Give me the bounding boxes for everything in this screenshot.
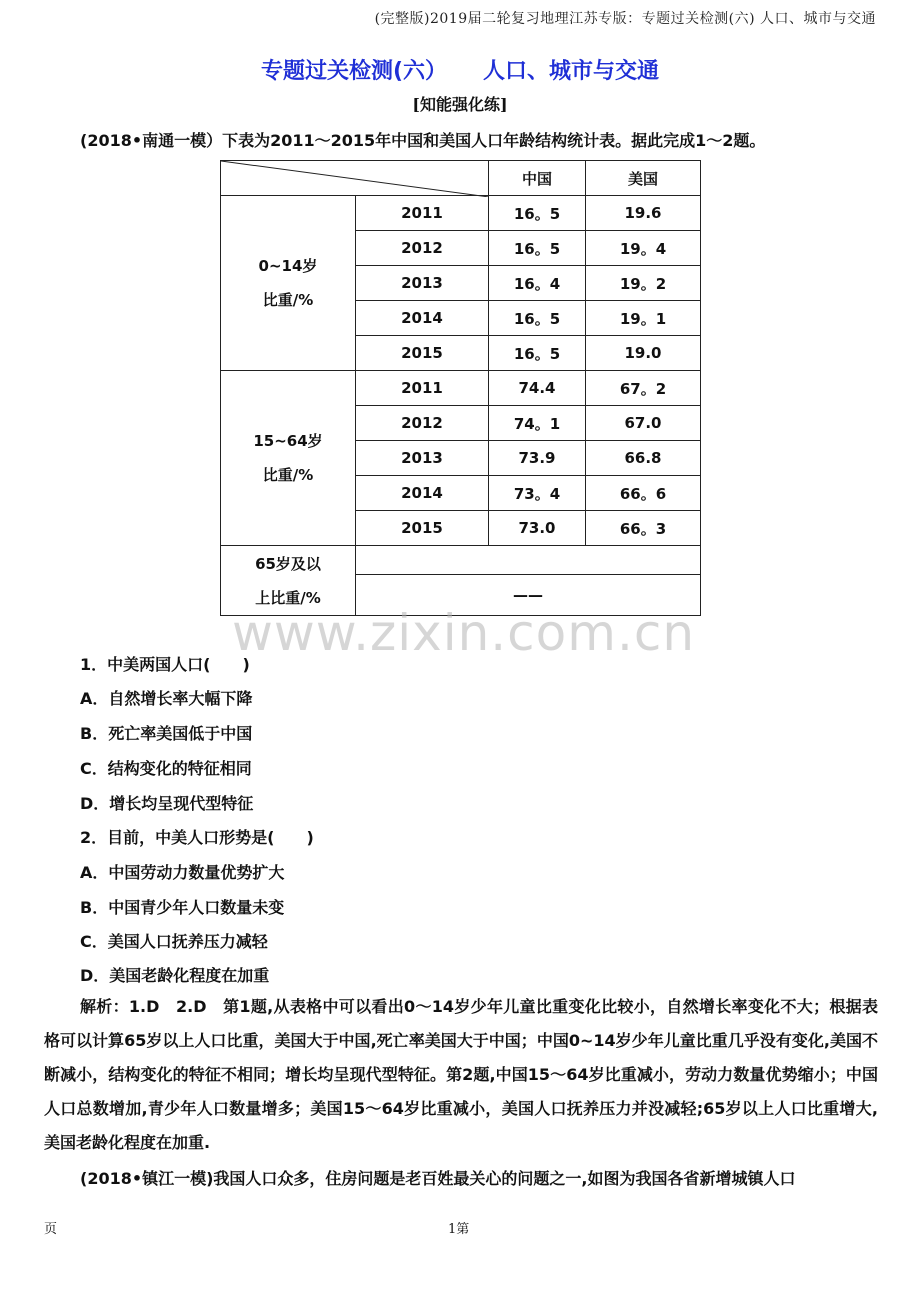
usa-cell: 19。4 bbox=[586, 231, 701, 266]
empty-cell bbox=[356, 546, 701, 575]
china-cell: 73.0 bbox=[489, 511, 586, 546]
year-cell: 2015 bbox=[356, 511, 489, 546]
option-2a: A．中国劳动力数量优势扩大 bbox=[80, 863, 285, 882]
option-2c: C．美国人口抚养压力减轻 bbox=[80, 932, 268, 951]
diagonal-line bbox=[221, 161, 489, 197]
analysis-paragraph: 解析：1.D 2.D 第1题,从表格中可以看出0～14岁少年儿童比重变化比较小，自然增长率变化不大；根据表格可以计算65岁以上人口比重，美国大于中国,死亡率美国大于中国；中国0~14岁少年儿童比重几乎没有变化,美国不断减小，结构变化的特征不相同；增长均呈现代型特征。第2题,中国15～64岁比重减小，劳动力数量优势缩小；中国人口总数增加,青少年人口数量增多；美国15～64岁比重减小，美国人口抚养压力并没减轻;65岁以上人口比重增大,美国老龄化程度在加重. bbox=[44, 997, 878, 1152]
year-cell: 2013 bbox=[356, 441, 489, 476]
footer-left: 页 bbox=[44, 1222, 58, 1237]
usa-cell: 19。1 bbox=[586, 301, 701, 336]
usa-cell: 19.0 bbox=[586, 336, 701, 371]
diagonal-header-cell bbox=[221, 161, 489, 196]
usa-cell: 19.6 bbox=[586, 196, 701, 231]
page-number: 1第 bbox=[448, 1222, 470, 1237]
option-1d: D．增长均呈现代型特征 bbox=[80, 794, 254, 813]
china-cell: 16。5 bbox=[489, 196, 586, 231]
year-cell: 2014 bbox=[356, 301, 489, 336]
table-row bbox=[221, 546, 701, 575]
col-header-china: 中国 bbox=[489, 161, 586, 196]
population-table bbox=[220, 160, 701, 616]
china-cell: 16。5 bbox=[489, 336, 586, 371]
year-cell: 2011 bbox=[356, 196, 489, 231]
option-1a: A．自然增长率大幅下降 bbox=[80, 689, 253, 708]
option-1b: B．死亡率美国低于中国 bbox=[80, 724, 253, 743]
title-part1: 专题过关检测(六） bbox=[260, 59, 448, 84]
year-cell: 2013 bbox=[356, 266, 489, 301]
china-cell: 16。5 bbox=[489, 231, 586, 266]
china-cell: 73。4 bbox=[489, 476, 586, 511]
page-subtitle: [知能强化练] bbox=[412, 95, 508, 114]
year-cell: 2011 bbox=[356, 371, 489, 406]
title-part2: 人口、城市与交通 bbox=[483, 59, 660, 84]
usa-cell: 67。2 bbox=[586, 371, 701, 406]
table-header-row bbox=[221, 161, 701, 196]
china-cell: 73.9 bbox=[489, 441, 586, 476]
usa-cell: 66。3 bbox=[586, 511, 701, 546]
china-cell: 74。1 bbox=[489, 406, 586, 441]
question-1: 1．中美两国人口( ) bbox=[80, 655, 250, 674]
question-2: 2．目前，中美人口形势是( ) bbox=[80, 828, 314, 847]
table-row bbox=[221, 196, 701, 231]
document-header: (完整版)2019届二轮复习地理江苏专版：专题过关检测(六) 人口、城市与交通 bbox=[374, 11, 876, 27]
year-cell: 2015 bbox=[356, 336, 489, 371]
usa-cell: 66.8 bbox=[586, 441, 701, 476]
col-header-usa: 美国 bbox=[586, 161, 701, 196]
china-cell: 74.4 bbox=[489, 371, 586, 406]
group-label-65-plus: 65岁及以 上比重/% bbox=[221, 546, 356, 616]
usa-cell: 19。2 bbox=[586, 266, 701, 301]
year-cell: 2012 bbox=[356, 406, 489, 441]
next-question-intro: (2018•镇江一模)我国人口众多，住房问题是老百姓最关心的问题之一,如图为我国各省新增城镇人口 bbox=[80, 1169, 796, 1188]
option-2b: B．中国青少年人口数量未变 bbox=[80, 898, 285, 917]
watermark: www.zixin.com.cn bbox=[232, 604, 696, 662]
option-1c: C．结构变化的特征相同 bbox=[80, 759, 252, 778]
year-cell: 2014 bbox=[356, 476, 489, 511]
dash-cell: —— bbox=[356, 575, 701, 616]
table-row bbox=[221, 371, 701, 406]
question-intro: (2018•南通一模）下表为2011～2015年中国和美国人口年龄结构统计表。据此完成1～2题。 bbox=[80, 131, 766, 150]
usa-cell: 67.0 bbox=[586, 406, 701, 441]
option-2d: D．美国老龄化程度在加重 bbox=[80, 966, 270, 985]
usa-cell: 66。6 bbox=[586, 476, 701, 511]
china-cell: 16。4 bbox=[489, 266, 586, 301]
china-cell: 16。5 bbox=[489, 301, 586, 336]
group-label-0-14: 0~14岁 比重/% bbox=[221, 196, 356, 371]
page-title bbox=[0, 54, 920, 85]
year-cell: 2012 bbox=[356, 231, 489, 266]
group-label-15-64: 15~64岁 比重/% bbox=[221, 371, 356, 546]
